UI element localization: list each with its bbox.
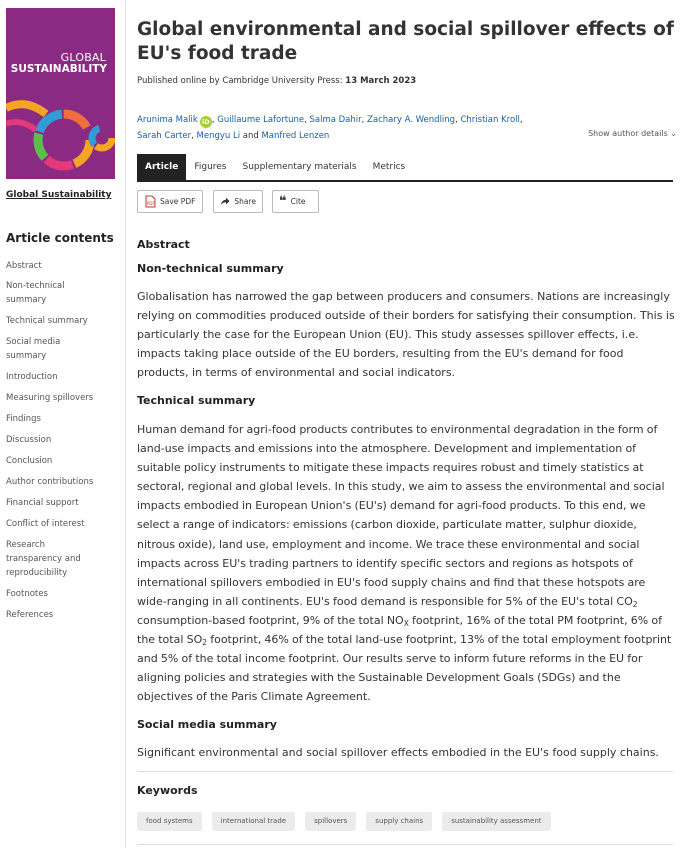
publication-info <box>137 76 416 86</box>
author-and: and <box>242 131 259 141</box>
so2-subscript: 2 <box>202 638 208 648</box>
article-title: Global environmental and social spillover effects of EU's food trade <box>137 19 674 64</box>
share-arrow-icon <box>220 196 230 207</box>
tab-metrics[interactable]: Metrics <box>372 162 406 172</box>
pdf-icon <box>144 195 156 208</box>
toc-item-conclusion[interactable]: Conclusion <box>6 456 53 466</box>
keyword-tag[interactable]: sustainability assessment <box>442 812 550 831</box>
non-technical-summary-heading: Non-technical summary <box>137 262 284 275</box>
author-link[interactable]: Guillaume Lafortune <box>217 115 305 125</box>
cite-button[interactable] <box>272 190 319 213</box>
svg-text:PDF: PDF <box>147 201 155 206</box>
technical-summary-part-4: footprint, 46% of the total land-use footprint, 13% of the total employment footprint and 5% of the total income footprint. Our results serve to inform future reforms in the EU for aligning policies and strategies with the Sustainable Development Goals (SDGs) and the objectives of the Paris Climate Agreement. <box>137 633 672 704</box>
tab-article[interactable]: Article <box>137 154 186 180</box>
author-link[interactable]: Arunima Malik <box>137 115 198 125</box>
chevron-down-icon: ⌄ <box>670 129 677 138</box>
save-pdf-button[interactable] <box>137 190 203 213</box>
toc-item-introduction[interactable]: Introduction <box>6 372 58 382</box>
author-link[interactable]: Zachary A. Wendling <box>367 115 456 125</box>
journal-cover-image[interactable] <box>6 8 115 179</box>
journal-link[interactable]: Global Sustainability <box>6 190 112 200</box>
keywords-heading: Keywords <box>137 784 198 797</box>
toc-item-non-technical-summary[interactable]: Non-technical summary <box>6 281 65 305</box>
social-media-summary-heading: Social media summary <box>137 718 277 731</box>
article-contents-heading: Article contents <box>6 231 114 245</box>
author-link[interactable]: Manfred Lenzen <box>261 131 330 141</box>
cover-title-line1: GLOBAL <box>60 51 106 64</box>
section-divider <box>137 844 673 845</box>
toc-item-footnotes[interactable]: Footnotes <box>6 589 48 599</box>
toc-item-discussion[interactable]: Discussion <box>6 435 52 445</box>
quote-icon: ❝ <box>279 193 287 209</box>
toc-item-conflict-of-interest[interactable]: Conflict of interest <box>6 519 85 529</box>
article-tabs <box>137 154 673 182</box>
toc-item-findings[interactable]: Findings <box>6 414 41 424</box>
tab-figures[interactable]: Figures <box>194 162 227 172</box>
toc-item-references[interactable]: References <box>6 610 54 620</box>
toc-item-social-media-summary[interactable]: Social media summary <box>6 337 61 361</box>
published-date: 13 March 2023 <box>345 76 417 86</box>
toc-item-measuring-spillovers[interactable]: Measuring spillovers <box>6 393 94 403</box>
nox-subscript: X <box>403 618 409 628</box>
author-list: Arunima Malik iD , Guillaume Lafortune, Salma Dahir, Zachary A. Wendling, Christian Kroll, Sarah Carter, Mengyu Li and Manfred Lenzen <box>137 115 523 141</box>
technical-summary-part-2: consumption-based footprint, 9% of the total NO <box>137 613 404 627</box>
non-technical-summary-text: Globalisation has narrowed the gap between producers and consumers. Nations are increasingly relying on commodities produced outside of their borders for satisfying their consumption. This is particularly the case for the European Union (EU). This study assesses spillover effects, i.e. impacts taking place outside of the EU borders, resulting from the EU's demand for food products, in terms of environmental and social indicators. <box>137 290 675 380</box>
sidebar <box>0 0 126 848</box>
cover-ring-graphic <box>6 78 115 179</box>
save-pdf-label: Save PDF <box>160 197 196 206</box>
co2-subscript: 2 <box>632 599 638 609</box>
share-label: Share <box>234 197 256 206</box>
keyword-tag[interactable]: food systems <box>137 812 202 831</box>
author-link[interactable]: Salma Dahir <box>309 115 362 125</box>
toc-item-technical-summary[interactable]: Technical summary <box>6 316 88 326</box>
toc-item-financial-support[interactable]: Financial support <box>6 498 79 508</box>
share-button[interactable] <box>213 190 263 213</box>
toc-item-author-contributions[interactable]: Author contributions <box>6 477 94 487</box>
author-link[interactable]: Mengyu Li <box>196 131 241 141</box>
tab-supplementary-materials[interactable]: Supplementary materials <box>242 162 357 172</box>
abstract-heading: Abstract <box>137 238 190 251</box>
cover-title-line2: SUSTAINABILITY <box>10 63 107 75</box>
orcid-icon[interactable]: iD <box>200 116 212 128</box>
published-prefix: Published online by Cambridge University Press: <box>137 76 343 86</box>
technical-summary-heading: Technical summary <box>137 394 256 407</box>
technical-summary-part-3: footprint, 16% of the total PM footprint, 6% of the total SO <box>137 613 663 647</box>
show-author-details-toggle[interactable] <box>588 129 677 138</box>
keyword-tag[interactable]: supply chains <box>366 812 432 831</box>
keywords-list <box>137 812 551 831</box>
article-contents-list <box>6 259 121 622</box>
technical-summary-part-1: Human demand for agri-food products contributes to environmental degradation in the form of land-use impacts and emissions into the atmosphere. Development and implementation of suitable policy instruments to mitigate these impacts requires robust and timely statistics at sectoral, regional and global levels. In this study, we aim to assess the environmental and social impacts embodied in European Union's (EU's) demand for agri-food products. To this end, we select a range of indicators: emissions (carbon dioxide, particulate matter, sulphur dioxide, nitrous oxide), land use, employment and income. We trace these environmental and social impacts across EU's trading partners to identify specific sectors and regions as hotspots of international spillovers embodied in EU's food supply chains and find that these hotspots are wide-ranging in all continents. EU's food demand is responsible for 5% of the EU's total CO <box>137 423 665 608</box>
author-link[interactable]: Sarah Carter <box>137 131 192 141</box>
section-divider <box>137 771 673 772</box>
keyword-tag[interactable]: spillovers <box>305 812 356 831</box>
toc-item-abstract[interactable]: Abstract <box>6 261 42 271</box>
toc-item-research-transparency[interactable]: Research transparency and reproducibility <box>6 540 81 578</box>
technical-summary-text <box>137 420 677 706</box>
cite-label: Cite <box>290 197 306 206</box>
show-author-details-label: Show author details <box>588 129 668 138</box>
keyword-tag[interactable]: international trade <box>212 812 295 831</box>
social-media-summary-text: Significant environmental and social spillover effects embodied in the EU's food supply chains. <box>137 746 659 759</box>
author-link[interactable]: Christian Kroll <box>460 115 520 125</box>
